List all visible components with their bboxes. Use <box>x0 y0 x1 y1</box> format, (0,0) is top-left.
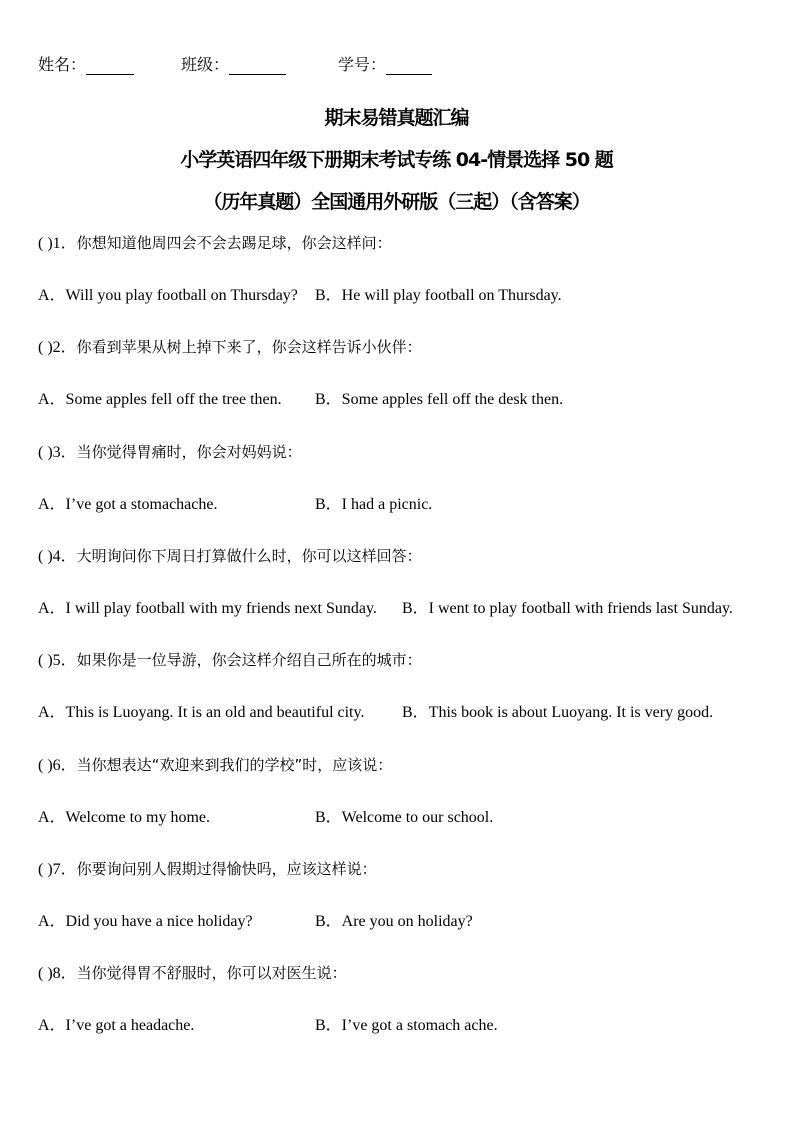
options-1 <box>38 282 778 302</box>
answer-bracket[interactable]: ( )7． <box>38 860 77 878</box>
option-b[interactable]: B．He will play football on Thursday. <box>315 287 562 304</box>
options-2 <box>38 386 778 409</box>
question-text: 如果你是一位导游，你会这样介绍自己所在的城市： <box>76 651 422 670</box>
options-6 <box>38 804 778 824</box>
doc-subtitle: 小学英语四年级下册期末考试专练 04-情景选择 50 题 <box>180 149 613 171</box>
question-text: 当你觉得胃痛时，你会对妈妈说： <box>76 442 302 461</box>
answer-bracket[interactable]: ( )3． <box>38 443 77 461</box>
option-a[interactable]: A．Some apples fell off the tree then. <box>38 391 282 409</box>
answer-bracket[interactable]: ( )5． <box>38 652 77 670</box>
question-text: 你要询问别人假期过得愉快吗，应该这样说： <box>76 859 377 878</box>
id-field[interactable] <box>338 52 432 75</box>
question-text: 大明询问你下周日打算做什么时，你可以这样回答： <box>76 546 422 565</box>
doc-title: 期末易错真题汇编 <box>324 107 469 129</box>
question-text: 你看到苹果从树上掉下来了，你会这样告诉小伙伴： <box>76 338 422 357</box>
question-6 <box>38 752 392 775</box>
class-blank[interactable] <box>229 60 286 75</box>
doc-subtitle-2: （历年真题）全国通用外研版（三起）（含答案） <box>203 191 590 213</box>
options-3 <box>38 491 778 511</box>
id-label: 学号： <box>338 55 387 74</box>
name-blank[interactable] <box>86 60 134 75</box>
question-1 <box>38 230 392 253</box>
class-field[interactable] <box>181 52 286 75</box>
question-2 <box>38 334 422 357</box>
option-b[interactable]: B．Welcome to our school. <box>315 808 494 826</box>
question-text: 当你觉得胃不舒服时，你可以对医生说： <box>76 964 347 983</box>
question-text: 你想知道他周四会不会去踢足球，你会这样问： <box>76 234 392 252</box>
option-b[interactable]: B．Are you on holiday? <box>315 912 473 930</box>
question-4 <box>38 543 422 566</box>
option-b[interactable]: B．I’ve got a stomach ache. <box>315 1017 498 1035</box>
option-a[interactable]: A．This is Luoyang. It is an old and beautiful city. <box>38 704 365 722</box>
option-b[interactable]: B．This book is about Luoyang. It is very good. <box>402 704 714 722</box>
answer-bracket[interactable]: ( )2． <box>38 339 77 357</box>
answer-bracket[interactable]: ( )8． <box>38 965 77 983</box>
option-b[interactable]: B．I went to play football with friends last Sunday. <box>402 599 733 617</box>
question-3 <box>38 439 302 462</box>
option-b[interactable]: B．Some apples fell off the desk then. <box>315 391 564 409</box>
options-5 <box>38 699 778 722</box>
option-a[interactable]: A．Welcome to my home. <box>38 808 211 826</box>
id-blank[interactable] <box>386 60 432 75</box>
question-text: 当你想表达“欢迎来到我们的学校”时，应该说： <box>76 755 393 774</box>
question-8 <box>38 960 347 983</box>
answer-bracket[interactable]: ( )4． <box>38 547 77 565</box>
name-field[interactable] <box>38 52 134 75</box>
answer-bracket[interactable]: ( )1． <box>38 235 77 252</box>
option-a[interactable]: A．Will you play football on Thursday? <box>38 287 298 304</box>
name-label: 姓名： <box>38 55 87 74</box>
options-8 <box>38 1012 778 1035</box>
question-5 <box>38 647 422 670</box>
question-7 <box>38 856 377 879</box>
answer-bracket[interactable]: ( )6． <box>38 756 77 774</box>
option-a[interactable]: A．I’ve got a stomachache. <box>38 495 218 513</box>
option-a[interactable]: A．I will play football with my friends next Sunday. <box>38 599 377 617</box>
option-a[interactable]: A．Did you have a nice holiday? <box>38 912 253 930</box>
class-label: 班级： <box>181 55 230 74</box>
option-a[interactable]: A．I’ve got a headache. <box>38 1017 195 1035</box>
options-4 <box>38 595 778 615</box>
options-7 <box>38 908 778 928</box>
option-b[interactable]: B．I had a picnic. <box>315 495 433 513</box>
